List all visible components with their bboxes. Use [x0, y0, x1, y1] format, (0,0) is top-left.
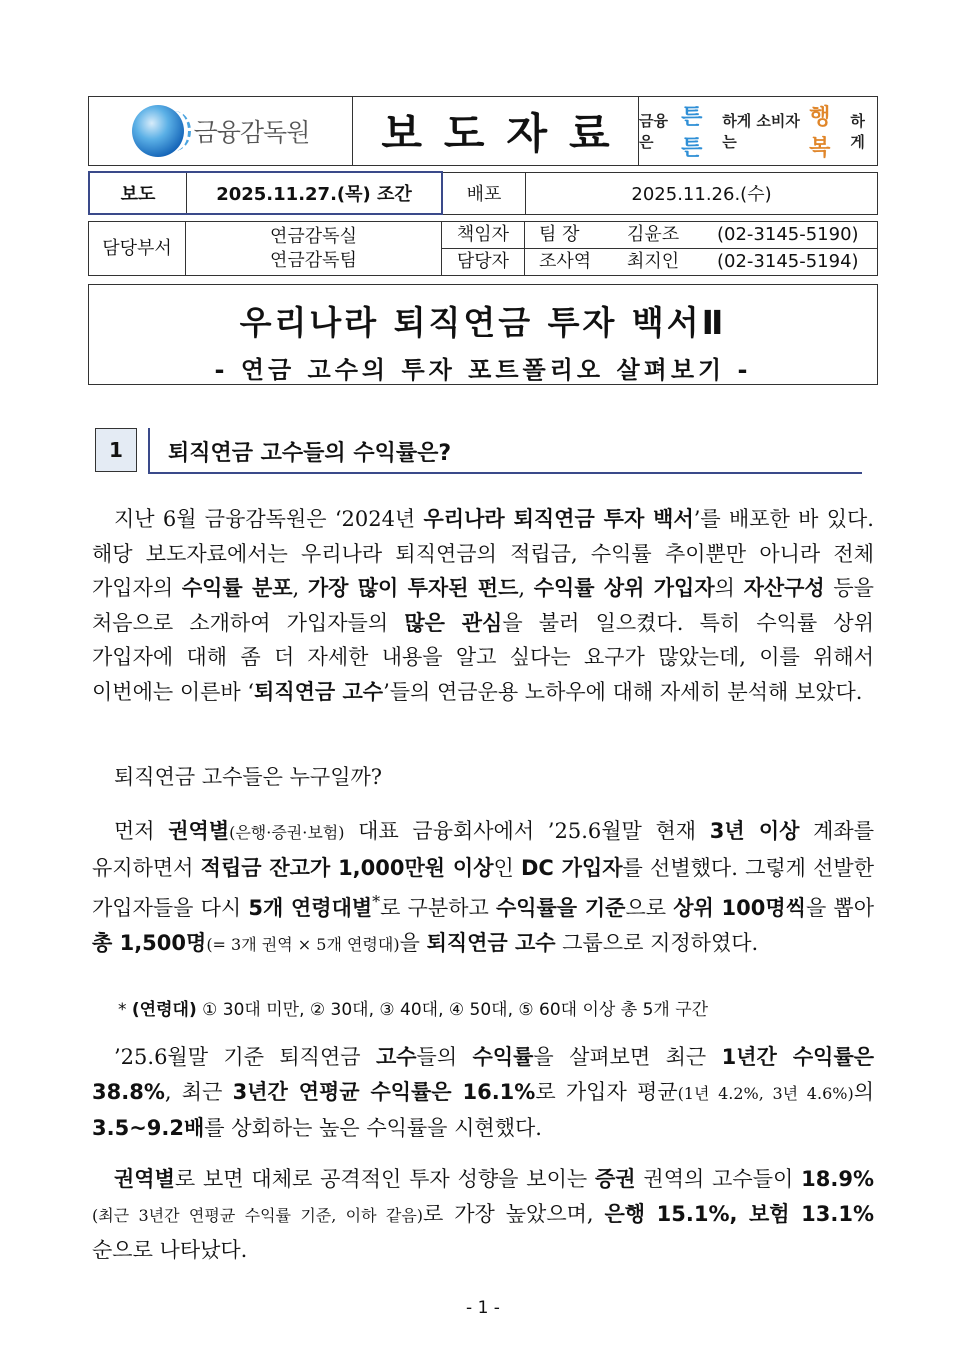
p1-bold-n: 퇴직연금 고수	[254, 679, 384, 704]
p3-footnote-mark: *	[372, 892, 381, 911]
p4-text-k: 의	[853, 1079, 874, 1104]
p1-text-i: 의	[714, 576, 744, 600]
dept-line2: 연금감독팀	[270, 249, 357, 271]
p3-bold-k: 5개 연령대별	[248, 896, 373, 920]
staff-title: 조사역	[539, 251, 592, 272]
p1-text-o: ’들의 연금운용 노하우에 대해 자세히 분석해 보았다.	[383, 679, 863, 704]
p5-bold-h: 은행 15.1%, 보험 13.1%	[604, 1201, 875, 1226]
paragraph-returns	[92, 1040, 874, 1146]
p2-text: 퇴직연금 고수들은 누구일까?	[114, 765, 383, 789]
p1-bold-b: 우리나라 퇴직연금 투자 백서	[423, 507, 694, 531]
slogan-part3: 하게	[850, 112, 865, 151]
paragraph-selection	[92, 814, 874, 962]
headline-title: 우리나라 퇴직연금 투자 백서Ⅱ	[239, 303, 727, 342]
p3-text-a: 먼저	[114, 819, 169, 843]
p1-text-m: 을 불러 일으켰다. 특히 수익률 상위 가입자에 대해 좀 더 자세한 내용을 알고 싶다는 요구가 많았는데, 이를 위해서 이번에는 이른바 ‘	[92, 610, 874, 704]
report-date: 2025.11.27.(목) 조간	[187, 172, 443, 214]
p1-bold-l: 많은 관심	[404, 610, 503, 635]
p3-text-v: 그룹으로 지정하였다.	[555, 930, 759, 955]
p1-text-e: ,	[292, 576, 308, 600]
p5-bold-e: 18.9%	[801, 1167, 875, 1191]
section-underline	[150, 472, 862, 474]
p3-text-j: 를 선별했다. 그렇게 선발한 가입자들을 다시	[92, 855, 875, 920]
slogan-part2: 하게 소비자는	[722, 112, 800, 151]
p4-text-i: 로 가입자 평균	[535, 1079, 678, 1104]
p4-text-m: 를 상회하는 높은 수익률을 시현했다.	[204, 1116, 542, 1140]
dept-line1: 연금감독실	[270, 225, 357, 247]
section-title: 퇴직연금 고수들의 수익률은?	[168, 441, 452, 466]
p3-small-c: (은행·증권·보험)	[229, 823, 345, 842]
p3-small-s: (= 3개 권역 × 5개 연령대)	[206, 934, 400, 954]
resp-phone: (02-3145-5190)	[717, 224, 859, 245]
p4-bold-d: 수익률	[472, 1045, 534, 1069]
age-group-note	[118, 995, 708, 1020]
p5-bold-c: 증권	[595, 1167, 636, 1191]
p1-text-g: ,	[518, 576, 534, 600]
slogan-accent2: 행복	[809, 104, 831, 161]
p5-bold-a: 권역별	[114, 1167, 175, 1191]
headline-box	[88, 284, 878, 385]
resp-title: 팀 장	[539, 224, 580, 245]
staff-info	[525, 249, 878, 276]
p3-text-f: 계좌를 유지하면서	[92, 819, 875, 880]
p5-text-i: 순으로 나타났다.	[92, 1238, 248, 1262]
paragraph-question	[92, 760, 874, 795]
p5-text-g: 로 가장 높았으며,	[423, 1201, 605, 1226]
p4-bold-l: 3.5~9.2배	[92, 1116, 205, 1140]
logo-text: 금융감독원	[193, 118, 310, 147]
staff-phone: (02-3145-5194)	[717, 251, 859, 272]
p1-bold-f: 가장 많이 투자된 펀드	[307, 576, 519, 600]
note-label: (연령대)	[131, 1000, 197, 1020]
release-table	[88, 171, 878, 215]
p4-bold-f: 1년간 수익률은 38.8%	[92, 1045, 875, 1104]
slogan-part1: 금융은	[639, 112, 668, 151]
staff-name: 최지인	[627, 251, 680, 272]
p1-bold-h: 수익률 상위 가입자	[533, 576, 715, 600]
section-divider	[148, 428, 150, 474]
p4-text-a: ’25.6월말 기준 퇴직연금	[114, 1045, 376, 1069]
dist-label: 배포	[442, 172, 526, 214]
p4-text-c: 들의	[416, 1045, 473, 1069]
press-release-banner	[88, 96, 878, 166]
contact-table	[88, 221, 878, 276]
p5-small-f: (최근 3년간 연평균 수익률 기준, 이하 같음)	[92, 1205, 424, 1225]
p3-text-o: 으로	[625, 896, 674, 920]
p4-bold-h: 3년간 연평균 수익률은 16.1%	[232, 1079, 536, 1104]
p3-text-m: 로 구분하고	[380, 896, 496, 920]
headline-subtitle: - 연금 고수의 투자 포트폴리오 살펴보기 -	[214, 356, 752, 384]
note-text: ① 30대 미만, ② 30대, ③ 40대, ④ 50대, ⑤ 60대 이상 총 5개 구간	[202, 1000, 709, 1020]
paragraph-by-sector	[92, 1162, 874, 1268]
p3-bold-e: 3년 이상	[709, 819, 800, 843]
doc-type-title: 보도자료	[353, 97, 639, 165]
p4-bold-b: 고수	[375, 1045, 417, 1069]
p4-text-g: , 최근	[164, 1079, 233, 1104]
dist-date: 2025.11.26.(수)	[526, 172, 878, 214]
staff-label: 담당자	[442, 249, 525, 276]
p3-text-h: 인	[493, 855, 521, 880]
p3-bold-b: 권역별	[168, 819, 230, 843]
p1-bold-d: 수익률 분포	[181, 576, 293, 600]
p1-text-c: ’를 배포한 바 있다. 해당 보도자료에서는 우리나라 퇴직연금의 적립금, 수익률 추이뿐만 아니라 전체 가입자의	[92, 507, 874, 600]
p5-text-b: 로 보면 대체로 공격적인 투자 성향을 보이는	[174, 1167, 595, 1191]
p3-bold-g: 적립금 잔고가 1,000만원 이상	[200, 855, 494, 880]
p3-bold-p: 상위 100명씩	[673, 896, 806, 920]
p3-bold-i: DC 가입자	[520, 855, 623, 880]
p3-text-d: 대표 금융회사에서 ’25.6월말 현재	[344, 819, 710, 843]
resp-info	[525, 222, 878, 249]
fss-logo	[89, 97, 353, 165]
resp-name: 김윤조	[627, 224, 680, 245]
paragraph-intro	[92, 502, 874, 709]
dept-label: 담당부서	[89, 222, 186, 276]
p5-text-d: 권역의 고수들이	[635, 1167, 802, 1191]
globe-logo-icon	[132, 105, 184, 157]
slogan	[639, 97, 877, 165]
p3-bold-n: 수익률을 기준	[495, 896, 626, 920]
p4-small-j: (1년 4.2%, 3년 4.6%)	[677, 1083, 854, 1103]
resp-label: 책임자	[442, 222, 525, 249]
slogan-accent1: 튼튼	[681, 104, 703, 161]
p1-text-k: 등을 처음으로 소개하여 가입자들의	[92, 576, 874, 635]
p3-text-t: 을	[399, 930, 427, 955]
note-star: *	[118, 1000, 127, 1020]
report-label: 보도	[89, 172, 187, 214]
p1-text-a: 지난 6월 금융감독원은 ‘2024년	[114, 507, 424, 531]
p3-bold-u: 퇴직연금 고수	[426, 930, 556, 955]
p4-text-e: 을 살펴보면 최근	[533, 1045, 722, 1069]
page-number: - 1 -	[466, 1298, 500, 1318]
p3-bold-r: 총 1,500명	[92, 930, 207, 955]
section-number: 1	[95, 428, 137, 472]
dept-name	[186, 222, 442, 276]
p1-bold-j: 자산구성	[743, 576, 825, 600]
p3-text-q: 을 뽑아	[805, 896, 874, 920]
